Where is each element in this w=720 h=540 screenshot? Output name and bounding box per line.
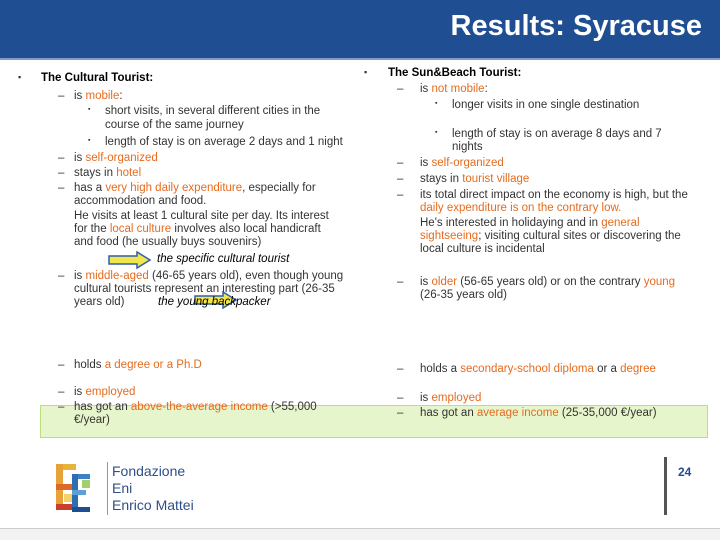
square-bullet-icon: ▪ xyxy=(435,129,438,136)
feem-logo-icon xyxy=(50,460,106,518)
dash-icon: – xyxy=(58,270,65,282)
expenditure-item: has a very high daily expenditure, especially for xyxy=(74,182,316,194)
dash-icon: – xyxy=(58,359,65,371)
dash-icon: – xyxy=(58,167,65,179)
short-visits-text-2: course of the same journey xyxy=(105,119,244,131)
logo-divider xyxy=(107,462,108,515)
expenditure-text-4: for the local culture involves also local handicraft xyxy=(74,223,321,235)
logo-line-2: Eni xyxy=(112,480,133,496)
young-backpacker-label: the young backpacker xyxy=(158,296,271,308)
dash-icon: – xyxy=(397,173,404,185)
impact-item: its total direct impact on the economy is high, but the xyxy=(420,189,688,201)
stay-length-text: length of stay is on average 2 days and 1 night xyxy=(105,136,343,148)
dash-icon: – xyxy=(397,157,404,169)
expenditure-text-5: and food (he usually buys souvenirs) xyxy=(74,236,262,248)
degree-item: holds a secondary-school diploma or a degree xyxy=(420,363,656,375)
income-text-2: €/year) xyxy=(74,414,110,426)
page-number-bar xyxy=(664,457,667,515)
dash-icon: – xyxy=(397,407,404,419)
square-bullet-icon: ▪ xyxy=(88,106,91,113)
square-bullet-icon: ▪ xyxy=(364,67,368,77)
expenditure-text-2: accommodation and food. xyxy=(74,195,207,207)
title-divider xyxy=(0,58,720,60)
income-item: has got an above-the-average income (>55,000 xyxy=(74,401,317,413)
longer-visits-text: longer visits in one single destination xyxy=(452,99,640,111)
age-text-2: (26-35 years old) xyxy=(420,289,507,301)
title-bar xyxy=(0,0,720,58)
stays-item: stays in tourist village xyxy=(420,173,530,185)
dash-icon: – xyxy=(58,401,65,413)
page-number: 24 xyxy=(678,465,692,479)
cultural-tourist-heading: The Cultural Tourist: xyxy=(41,72,154,84)
logo-line-3: Enrico Mattei xyxy=(112,497,194,513)
square-bullet-icon: ▪ xyxy=(435,100,438,107)
dash-icon: – xyxy=(58,90,65,102)
expenditure-text-3: He visits at least 1 cultural site per day. Its interest xyxy=(74,210,329,222)
income-item: has got an average income (25-35,000 €/year) xyxy=(420,407,657,419)
short-visits-text: short visits, in several different cities in the xyxy=(105,105,321,117)
age-item: is middle-aged (46-65 years old), even though young xyxy=(74,270,344,282)
logo-line-1: Fondazione xyxy=(112,463,186,479)
impact-text-2: daily expenditure is on the contrary low. xyxy=(420,202,622,214)
dash-icon: – xyxy=(397,392,404,404)
square-bullet-icon: ▪ xyxy=(88,137,91,144)
self-organized-item: is self-organized xyxy=(420,157,504,169)
dash-icon: – xyxy=(58,386,65,398)
impact-text-4: sightseeing; visiting cultural sites or discovering the xyxy=(420,230,681,242)
stay-length-text: length of stay is on average 8 days and 7 xyxy=(452,128,662,140)
not-mobile-item: is not mobile: xyxy=(420,83,488,95)
dash-icon: – xyxy=(397,83,404,95)
dash-icon: – xyxy=(397,189,404,201)
square-bullet-icon: ▪ xyxy=(18,72,22,82)
right-arrow-icon xyxy=(107,251,153,269)
mobile-item: is mobile: xyxy=(74,90,123,102)
dash-icon: – xyxy=(397,276,404,288)
stays-item: stays in hotel xyxy=(74,167,142,179)
employed-item: is employed xyxy=(74,386,136,398)
employed-item: is employed xyxy=(420,392,482,404)
footer-band xyxy=(0,529,720,540)
age-text-2: cultural tourists represent an interesting part (26-35 xyxy=(74,283,335,295)
dash-icon: – xyxy=(58,152,65,164)
age-item: is older (56-65 years old) or on the contrary young xyxy=(420,276,676,288)
dash-icon: – xyxy=(397,363,404,375)
dash-icon: – xyxy=(58,182,65,194)
slide-title: Results: Syracuse xyxy=(450,10,702,42)
age-text-3: years old) xyxy=(74,296,125,308)
sun-beach-tourist-heading: The Sun&Beach Tourist: xyxy=(388,67,522,79)
impact-text-5: local culture is incidental xyxy=(420,243,545,255)
self-organized-item: is self-organized xyxy=(74,152,158,164)
degree-item: holds a degree or a Ph.D xyxy=(74,359,202,371)
stay-length-text-2: nights xyxy=(452,141,483,153)
impact-text-3: He's interested in holidaying and in general xyxy=(420,217,640,229)
specific-cultural-tourist-label: the specific cultural tourist xyxy=(157,253,290,265)
